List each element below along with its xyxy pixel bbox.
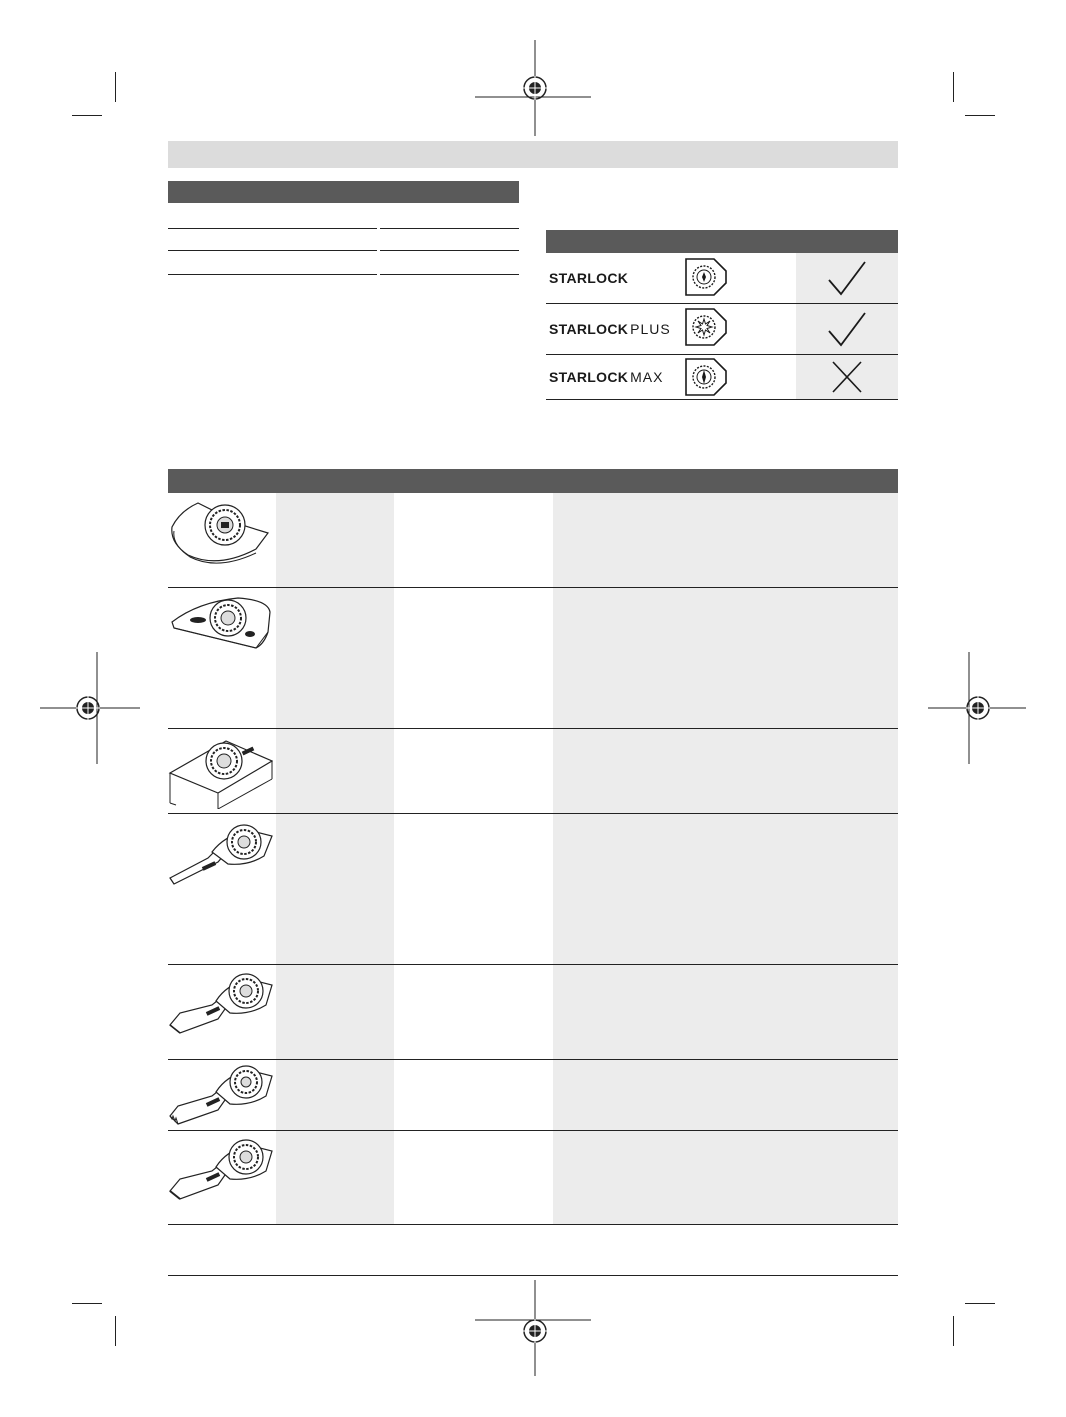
left-table-rule xyxy=(380,250,519,251)
left-table-rule xyxy=(168,274,377,275)
starlock-logo: STARLOCK xyxy=(549,270,629,286)
accessory-col1 xyxy=(276,1131,394,1225)
accessory-image-cell xyxy=(168,493,275,588)
accessory-col3 xyxy=(553,588,898,729)
check-icon xyxy=(825,258,869,298)
left-table-rule xyxy=(168,228,377,229)
accessory-col3 xyxy=(553,1060,898,1131)
left-table-rule xyxy=(380,274,519,275)
accessory-row xyxy=(168,493,898,588)
starlock-plus-mount-icon xyxy=(684,307,728,347)
accessory-row xyxy=(168,1131,898,1225)
left-table-rule xyxy=(168,250,377,251)
accessory-col1 xyxy=(276,1060,394,1131)
compatibility-cell xyxy=(796,355,898,399)
accessory-col2 xyxy=(395,814,551,965)
accessory-image-cell xyxy=(168,1060,275,1131)
accessory-col3 xyxy=(553,493,898,588)
registration-mark-top xyxy=(475,40,591,140)
bimetal-plunge-blade-icon xyxy=(168,1135,273,1205)
accessory-row xyxy=(168,588,898,729)
accessory-row xyxy=(168,1060,898,1131)
accessory-col2 xyxy=(395,729,551,814)
scraper-blade-icon xyxy=(168,733,273,809)
starlock-plus-logo: STARLOCK PLUS xyxy=(549,321,671,337)
wide-plunge-blade-icon xyxy=(168,969,273,1039)
accessory-col3 xyxy=(553,729,898,814)
accessory-image-cell xyxy=(168,965,275,1060)
accessory-image-cell xyxy=(168,588,275,729)
starlock-max-row xyxy=(546,355,898,399)
starlock-row xyxy=(546,253,898,303)
delta-sanding-plate-icon xyxy=(168,592,273,652)
registration-mark-left xyxy=(40,652,150,768)
compatibility-cell xyxy=(796,304,898,354)
starlock-table-header xyxy=(546,230,898,253)
starlock-max-logo: STARLOCK MAX xyxy=(549,369,664,385)
left-table-header xyxy=(168,181,519,203)
accessory-image-cell xyxy=(168,814,275,965)
check-icon xyxy=(825,309,869,349)
starlock-plus-row xyxy=(546,304,898,354)
registration-mark-right xyxy=(918,652,1028,768)
narrow-plunge-blade-icon xyxy=(168,818,273,888)
accessory-col1 xyxy=(276,493,394,588)
accessory-col1 xyxy=(276,814,394,965)
accessory-col3 xyxy=(553,965,898,1060)
cross-icon xyxy=(827,358,867,396)
accessory-col2 xyxy=(395,965,551,1060)
accessory-col2 xyxy=(395,1131,551,1225)
compatibility-cell xyxy=(796,253,898,303)
footer-rule xyxy=(168,1275,898,1276)
accessory-col1 xyxy=(276,965,394,1060)
segment-saw-blade-icon xyxy=(168,497,273,577)
accessory-row xyxy=(168,965,898,1060)
accessory-col1 xyxy=(276,729,394,814)
registration-mark-bottom xyxy=(475,1280,591,1380)
accessory-col3 xyxy=(553,814,898,965)
page-header-band xyxy=(168,141,898,168)
accessory-col2 xyxy=(395,1060,551,1131)
accessory-col3 xyxy=(553,1131,898,1225)
accessory-image-cell xyxy=(168,729,275,814)
accessory-row xyxy=(168,729,898,814)
accessory-col2 xyxy=(395,493,551,588)
accessory-row xyxy=(168,814,898,965)
starlock-mount-icon xyxy=(684,257,728,297)
accessory-col2 xyxy=(395,588,551,729)
left-table-rule xyxy=(380,228,519,229)
accessory-image-cell xyxy=(168,1131,275,1225)
accessory-table-header xyxy=(168,469,898,493)
toothed-plunge-blade-icon xyxy=(168,1064,273,1128)
accessory-col1 xyxy=(276,588,394,729)
starlock-max-mount-icon xyxy=(684,357,728,397)
